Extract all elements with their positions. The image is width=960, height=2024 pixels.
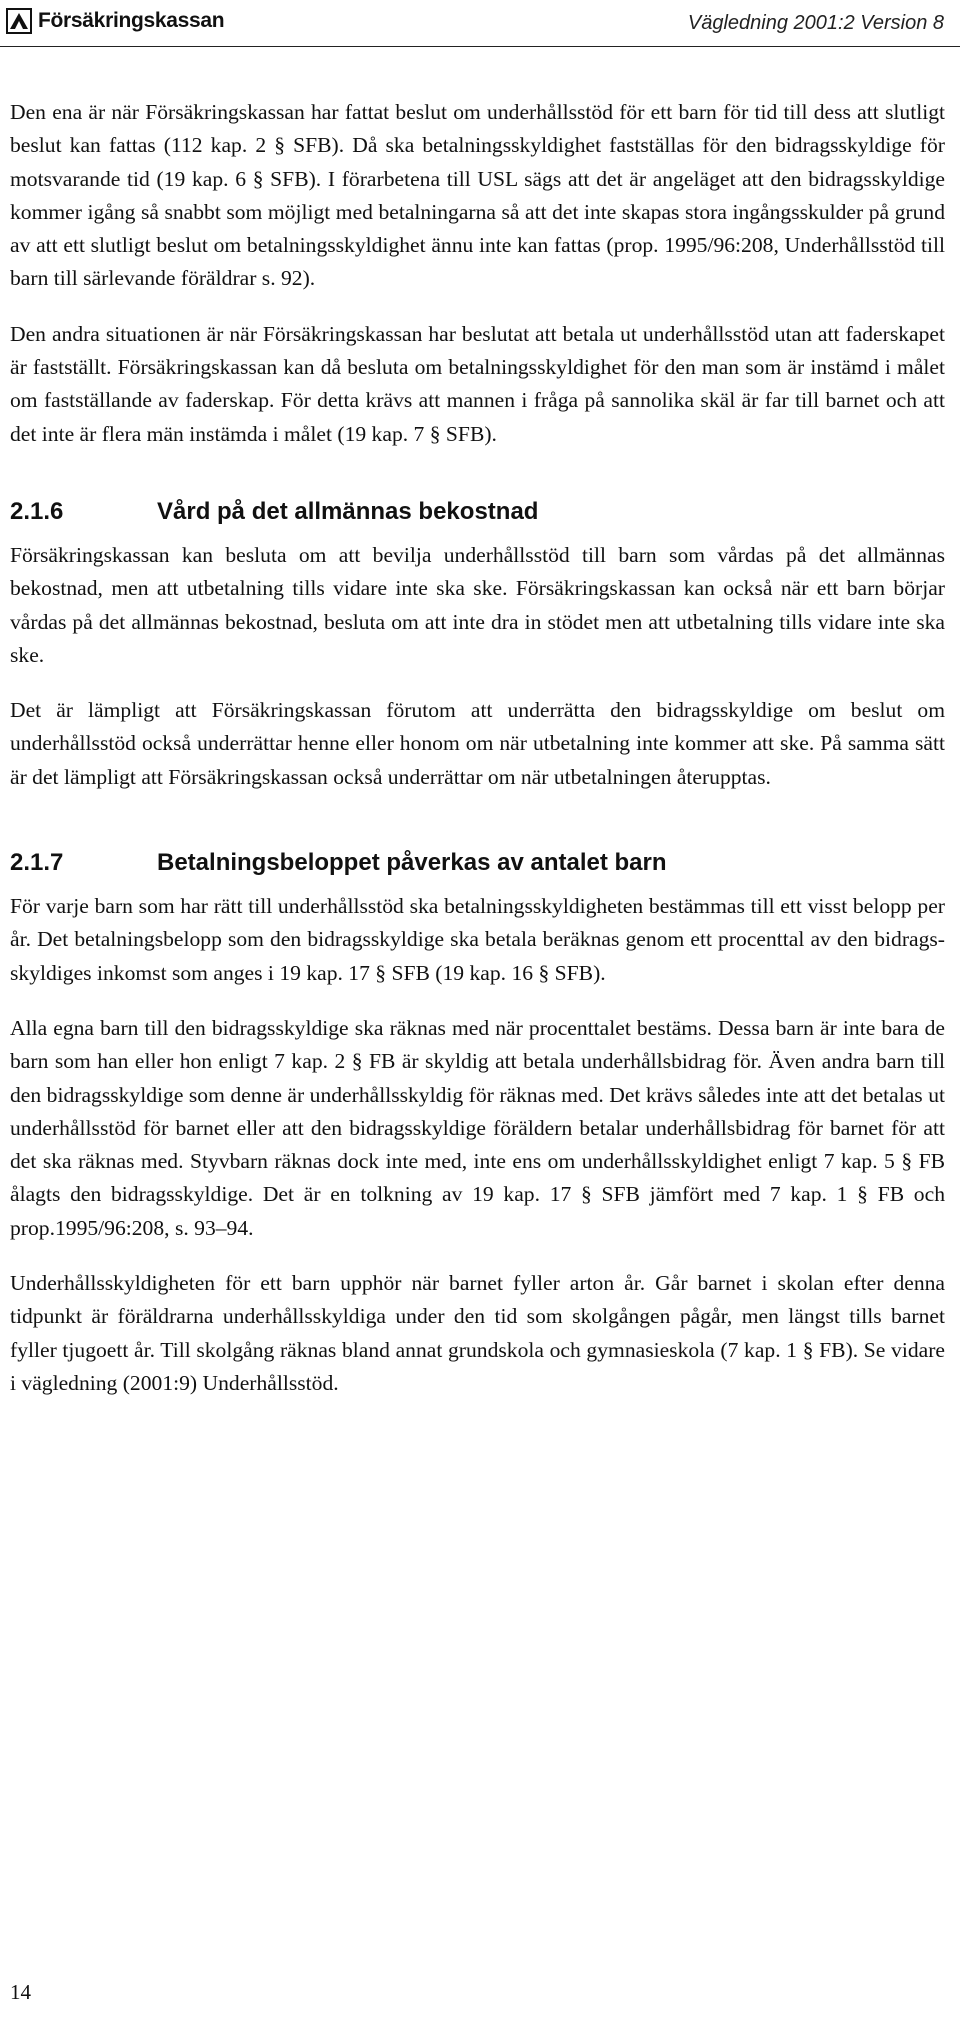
page-header	[0, 0, 960, 48]
body-paragraph: Försäkringskassan kan besluta om att bevilja underhållsstöd till barn som vårdas på det allmännas bekostnad, men att utbetalning tills vidare inte ska ske. Försäkringskassan kan också när ett barn börjar vårdas på det allmännas bekostnad, besluta om att inte dra in stödet men att utbetalning tills vidare inte ska ske.	[10, 542, 945, 667]
body-paragraph: Alla egna barn till den bidragsskyldige ska räknas med när procenttalet bestäms. Dessa barn är inte bara de barn som han eller hon enligt 7 kap. 2 § FB är skyldig att betala underhållsbidrag för. Även andra barn till den bidragsskyldige som denne är underhållsskyldig för räknas med. Det krävs således inte att det betalas ut underhållsstöd för barnet eller att den bidragsskyldige föräldern betalar underhållsbidrag för barnet för att det ska räknas med. Styvbarn räknas dock inte med, inte ens om underhållsskyldighet enligt 7 kap. 5 § FB ålagts den bidragsskyldige. Det är en tolkning av 19 kap. 17 § SFB jämfört med 7 kap. 1 § FB och prop.1995/96:208, s. 93–94.	[10, 1015, 945, 1240]
section-number: 2.1.6	[10, 497, 64, 525]
header-divider	[0, 46, 960, 47]
section-title: Betalningsbeloppet påverkas av antalet barn	[157, 849, 667, 877]
section-title: Vård på det allmännas bekostnad	[157, 497, 539, 525]
body-paragraph: För varje barn som har rätt till underhållsstöd ska betalningsskyldigheten bestämmas till ett visst belopp per år. Det betalningsbelopp som den bidragsskyldige ska betala beräknas genom ett procenttal av den bidragsskyldiges inkomst som anges i 19 kap. 17 § SFB (19 kap. 16 § SFB).	[10, 894, 945, 985]
brand-logo	[6, 8, 224, 34]
document-title: Vägledning 2001:2 Version 8	[687, 12, 944, 34]
section-heading	[10, 495, 945, 529]
section-heading	[10, 846, 945, 880]
brand-name: Försäkringskassan	[38, 9, 225, 32]
body-paragraph: Den andra situationen är när Försäkringskassan har beslutat att betala ut underhållsstöd utan att faderskapet är fastställt. Försäkringskassan kan då besluta om betalningsskyldighet för den man som är instämd i målet om fastställande av faderskap. För detta krävs att mannen i fråga på sannolika skäl är far till barnet och att det inte är flera män instämda i målet (19 kap. 7 § SFB).	[10, 321, 945, 446]
body-paragraph: Den ena är när Försäkringskassan har fattat beslut om underhållsstöd för ett barn för tid till dess att slutligt beslut kan fattas (112 kap. 2 § SFB). Då ska betalningsskyldighet fastställas för den bidragsskyldige för motsvarande tid (19 kap. 6 § SFB). I förarbetena till USL sägs att det är angeläget att den bidragsskyldige kommer igång så snabbt som möjligt med betalningarna så att det inte skapas stora ingångsskulder på grund av att ett slutligt beslut om betalningsskyldighet ännu inte kan fattas (prop. 1995/96:208, Underhållsstöd till barn till särlevande föräldrar s. 92).	[10, 100, 945, 291]
section-number: 2.1.7	[10, 849, 64, 877]
body-paragraph: Det är lämpligt att Försäkringskassan förutom att underrätta den bidragsskyldige om beslut om underhållsstöd också underrättar henne eller honom om när utbetalning inte kommer att ske. På samma sätt är det lämpligt att Försäkringskassan också underrättar om när utbetalningen återupptas.	[10, 698, 945, 789]
document-body	[10, 96, 945, 1400]
body-paragraph: Underhållsskyldigheten för ett barn upphör när barnet fyller arton år. Går barnet i skolan efter denna tidpunkt är föräldrarna underhållsskyldiga under den tid som skolgången pågår, men längst tills barnet fyller tjugoett år. Till skolgång räknas bland annat grundskola och gymnasieskola (7 kap. 1 § FB). Se vidare i vägledning (2001:9) Underhållsstöd.	[10, 1271, 945, 1395]
forsakringskassan-logo-icon	[6, 8, 32, 34]
page-number: 14	[10, 1980, 31, 2004]
